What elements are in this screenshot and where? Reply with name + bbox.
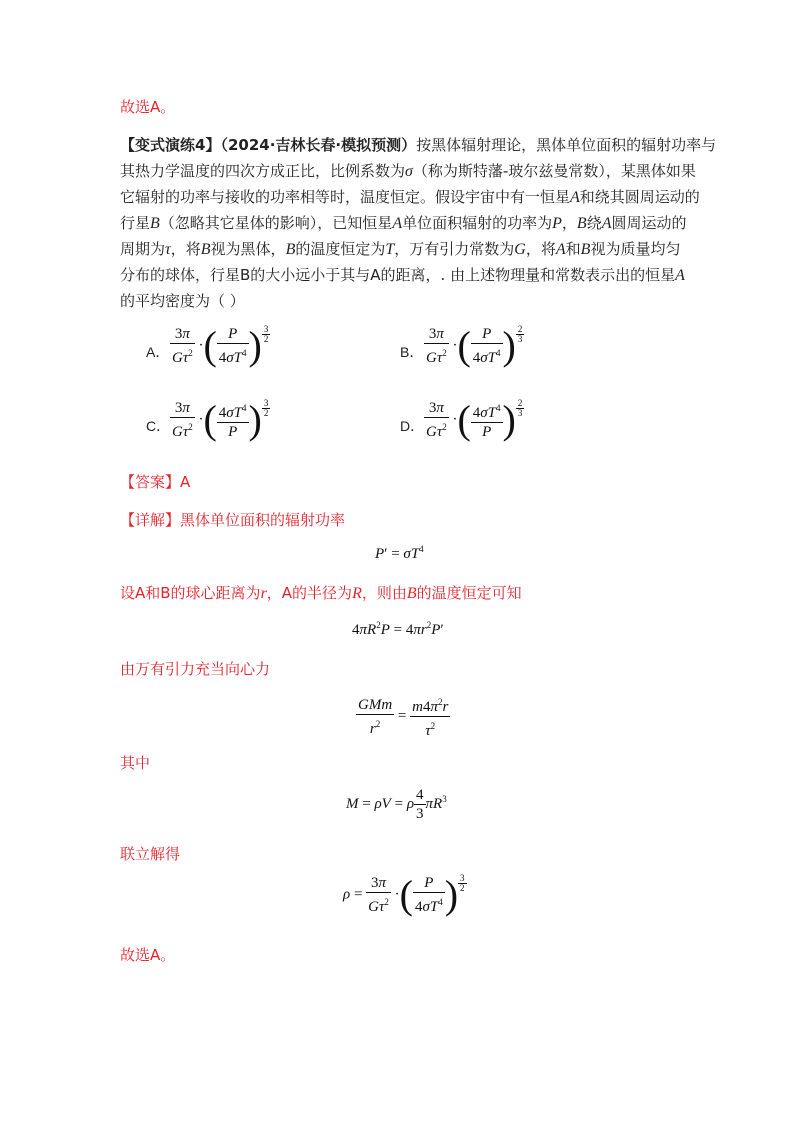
solution-line3: 由万有引力充当向心力 [120,660,271,678]
symbol-A: A [570,189,580,206]
problem-line4-a: 行星 [120,214,151,232]
equation-3: $\frac{\text{GMm}}{r^2}$ = $\frac{m4\pi^2r}{\tau^2}$ [356,693,450,740]
option-B-formula[interactable]: $\frac{3\pi}{G\tau^2}$ ·( $\frac{P}{4\sigma T^4}$ ) $\frac{2}{3}$ [426,323,523,368]
option-C-label[interactable]: C． [146,418,171,434]
problem-line2: 其热力学温度的四次方成正比，比例系数为 [120,162,406,180]
option-A-formula[interactable]: $\frac{3\pi}{G\tau^2}$ ·( $\frac{P}{4\sigma T^4}$ ) $\frac{3}{2}$ [172,323,269,368]
solution-line5: 联立解得 [120,845,181,863]
symbol-B: B [150,215,160,232]
symbol-T: T [385,241,395,258]
solution-conclusion: 故选A。 [120,946,176,964]
symbol-B: B [200,241,211,258]
solution-text2c: ，则由 [361,584,407,602]
symbol-B: B [576,215,587,232]
solution-text1: 黑体单位面积的辐射功率 [180,511,346,529]
problem-line5-e: ，万有引力常数为 [394,240,515,258]
option-B-label[interactable]: B． [400,344,424,360]
problem-line3: 它辐射的功率与接收的功率相等时，温度恒定。假设宇宙中有一恒星 [120,188,571,206]
solution-line1 [120,508,345,532]
problem-line7: 的平均密度为（ ） [120,292,245,310]
problem-line4-c: 单位面积辐射的功率为 [402,214,553,232]
problem-text [120,132,717,314]
problem-line4-d: ， [561,214,577,232]
answer-value: A [180,473,191,491]
solution-line2 [120,581,522,606]
tau-symbol: τ [165,241,171,258]
problem-line5-h: 视为质量均匀 [590,240,681,258]
problem-tag: 【变式演练4】 [120,136,221,154]
symbol-G: G [514,241,526,258]
problem-line5-f: ，将 [525,240,556,258]
problem-line5-b: ，将 [170,240,201,258]
symbol-P: P [552,215,562,232]
symbol-A: A [555,241,566,258]
symbol-R: R [352,585,362,602]
answer-label: 【答案】 [120,473,181,491]
problem-source: （2024·吉林长春·模拟预测） [220,136,417,154]
option-D-formula[interactable]: $\frac{3\pi}{G\tau^2}$ ·( $\frac{4\sigma T^4}{P}$ ) $\frac{2}{3}$ [426,397,523,442]
symbol-B: B [406,585,417,602]
problem-line5-a: 周期为 [120,240,166,258]
option-C-formula[interactable]: $\frac{3\pi}{G\tau^2}$ ·( $\frac{4\sigma T^4}{P}$ ) $\frac{3}{2}$ [172,397,269,442]
sigma-symbol: σ [405,163,413,180]
problem-line4-f: 圆周运动的 [611,214,687,232]
top-conclusion: 故选A。 [120,98,176,116]
problem-line5-g: 和 [565,240,581,258]
equation-1: $P' = \sigma T^4$ [375,544,424,562]
problem-line5-d: 的温度恒定为 [295,240,386,258]
solution-text2d: 的温度恒定可知 [416,584,522,602]
symbol-A: A [675,267,685,284]
solution-text2b: ，A的半径为 [266,584,353,602]
solution-text2a: 设A和B的球心距离为 [120,584,261,602]
problem-line4-b: （忽略其它星体的影响），已知恒星 [159,214,393,232]
problem-line3-rest: 和绕其圆周运动的 [579,188,700,206]
symbol-A: A [601,215,612,232]
solution-line4: 其中 [120,754,151,772]
equation-2: $4\pi R^2P = 4\pi r^2P'$ [352,620,444,638]
solution-label: 【详解】 [120,511,181,529]
equation-5: ρ = $\frac{3\pi}{G\tau^2}$ ·( $\frac{P}{4\sigma T^4}$ ) $\frac{3}{2}$ [343,872,465,917]
problem-line1: 按黑体辐射理论，黑体单位面积的辐射功率与 [416,136,717,154]
symbol-r: r [260,585,267,602]
option-A-label[interactable]: A． [146,344,170,360]
symbol-A: A [392,215,403,232]
problem-line5-c: 视为黑体， [210,240,286,258]
option-D-label[interactable]: D． [400,418,425,434]
symbol-B: B [285,241,296,258]
problem-line4-e: 绕 [586,214,602,232]
answer-line [120,470,190,494]
problem-line2-rest: （称为斯特藩-玻尔兹曼常数），某黑体如果 [412,162,696,180]
equation-4: M = ρV = ρ $\frac{4}{3}$ $\pi R^3$ [346,787,447,822]
symbol-B: B [580,241,591,258]
problem-line6: 分布的球体，行星B的大小远小于其与A的距离，. 由上述物理量和常数表示出的恒星 [120,266,676,284]
